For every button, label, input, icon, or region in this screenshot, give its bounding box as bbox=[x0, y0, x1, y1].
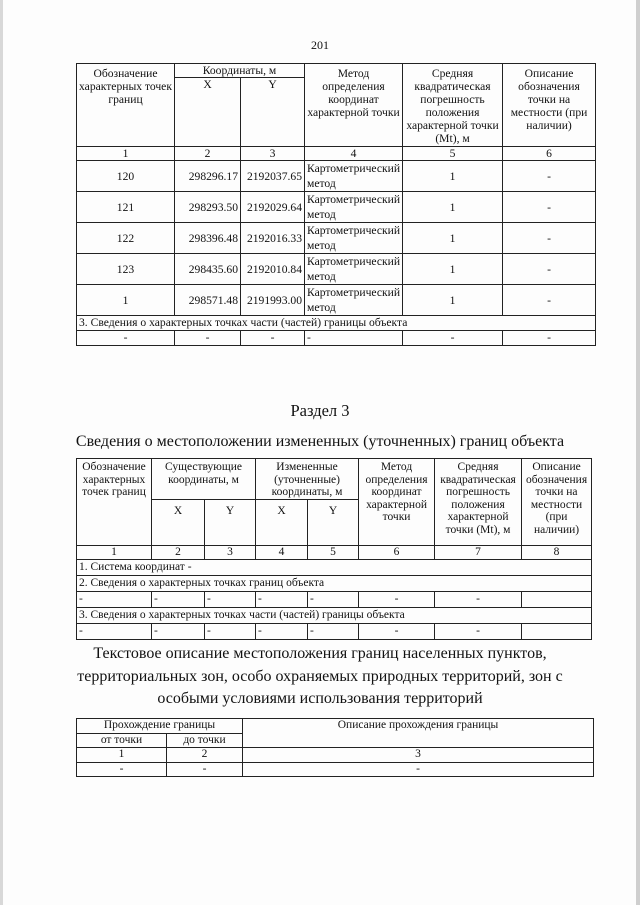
dash-cell: - bbox=[77, 592, 152, 608]
table-row bbox=[77, 223, 596, 254]
dash-cell: - bbox=[359, 624, 435, 640]
column-number: 5 bbox=[403, 147, 503, 161]
header-designation: Обозначение характерных точек границ bbox=[77, 459, 152, 546]
coord-x: 298296.17 bbox=[175, 161, 241, 192]
coordinate-system-label: 1. Система координат - bbox=[77, 560, 592, 576]
dash-cell: - bbox=[241, 331, 305, 346]
dash-cell: - bbox=[167, 762, 243, 777]
dash-cell: - bbox=[503, 331, 596, 346]
coordinates-table bbox=[76, 63, 596, 346]
column-number: 2 bbox=[175, 147, 241, 161]
page-number: 201 bbox=[311, 38, 329, 52]
table-row bbox=[77, 285, 596, 316]
table-row bbox=[77, 331, 596, 346]
header-error: Средняя квадратическая погрешность положения характерной точки (Mt), м bbox=[435, 459, 522, 546]
column-numbers-row bbox=[77, 546, 592, 560]
header-from-point: от точки bbox=[77, 733, 167, 748]
method: Картометрический метод bbox=[305, 192, 403, 223]
header-y: Y bbox=[205, 500, 256, 546]
dash-cell bbox=[522, 624, 592, 640]
header-changed-coordinates: Измененные (уточненные) координаты, м bbox=[256, 459, 359, 500]
description: - bbox=[503, 285, 596, 316]
section-title: Раздел 3 bbox=[290, 401, 350, 420]
method: Картометрический метод bbox=[305, 161, 403, 192]
section-row bbox=[77, 316, 596, 331]
table-row bbox=[77, 254, 596, 285]
column-number: 3 bbox=[241, 147, 305, 161]
column-numbers-row bbox=[77, 147, 596, 161]
header-x: X bbox=[152, 500, 205, 546]
method: Картометрический метод bbox=[305, 254, 403, 285]
points-section-label: 2. Сведения о характерных точках границ объекта bbox=[77, 576, 592, 592]
header-description: Описание обозначения точки на местности (при наличии) bbox=[522, 459, 592, 546]
point-id: 120 bbox=[77, 161, 175, 192]
section-row bbox=[77, 608, 592, 624]
error: 1 bbox=[403, 223, 503, 254]
method: Картометрический метод bbox=[305, 285, 403, 316]
error: 1 bbox=[403, 285, 503, 316]
error: 1 bbox=[403, 161, 503, 192]
point-id: 122 bbox=[77, 223, 175, 254]
error: 1 bbox=[403, 254, 503, 285]
header-error: Средняя квадратическая погрешность положения характерной точки (Mt), м bbox=[403, 64, 503, 147]
method: Картометрический метод bbox=[305, 223, 403, 254]
coord-y: 2191993.00 bbox=[241, 285, 305, 316]
error: 1 bbox=[403, 192, 503, 223]
dash-cell: - bbox=[435, 592, 522, 608]
column-number: 3 bbox=[243, 748, 594, 763]
point-id: 1 bbox=[77, 285, 175, 316]
column-number: 7 bbox=[435, 546, 522, 560]
header-method: Метод определения координат характерной точки bbox=[305, 64, 403, 147]
table-header-row bbox=[77, 719, 594, 734]
dash-cell: - bbox=[359, 592, 435, 608]
column-number: 1 bbox=[77, 748, 167, 763]
changed-boundaries-table bbox=[76, 458, 592, 640]
description: - bbox=[503, 161, 596, 192]
column-number: 2 bbox=[152, 546, 205, 560]
description: - bbox=[503, 192, 596, 223]
coord-x: 298396.48 bbox=[175, 223, 241, 254]
coord-y: 2192029.64 bbox=[241, 192, 305, 223]
dash-cell: - bbox=[175, 331, 241, 346]
table-row bbox=[77, 192, 596, 223]
dash-cell: - bbox=[205, 592, 256, 608]
column-number: 1 bbox=[77, 147, 175, 161]
table-row bbox=[77, 624, 592, 640]
scan-edge-left bbox=[0, 0, 3, 905]
dash-cell: - bbox=[77, 762, 167, 777]
dash-cell bbox=[522, 592, 592, 608]
column-number: 2 bbox=[167, 748, 243, 763]
column-number: 3 bbox=[205, 546, 256, 560]
dash-cell: - bbox=[256, 592, 308, 608]
header-designation: Обозначение характерных точек границ bbox=[77, 64, 175, 147]
coord-x: 298293.50 bbox=[175, 192, 241, 223]
column-number: 6 bbox=[503, 147, 596, 161]
header-passage-description: Описание прохождения границы bbox=[243, 719, 594, 748]
header-y: Y bbox=[241, 78, 305, 147]
dash-cell: - bbox=[308, 592, 359, 608]
description: - bbox=[503, 223, 596, 254]
table-row bbox=[77, 592, 592, 608]
header-x: X bbox=[256, 500, 308, 546]
header-method: Метод определения координат характерной точки bbox=[359, 459, 435, 546]
header-passage: Прохождение границы bbox=[77, 719, 243, 734]
header-existing-coordinates: Существующие координаты, м bbox=[152, 459, 256, 500]
part-section-label: 3. Сведения о характерных точках части (частей) границы объекта bbox=[77, 608, 592, 624]
dash-cell: - bbox=[205, 624, 256, 640]
coord-y: 2192016.33 bbox=[241, 223, 305, 254]
section-subtitle: Сведения о местоположении измененных (уточненных) границ объекта bbox=[75, 433, 565, 450]
boundary-passage-table bbox=[76, 718, 594, 777]
dash-cell: - bbox=[152, 624, 205, 640]
point-id: 121 bbox=[77, 192, 175, 223]
dash-cell: - bbox=[243, 762, 594, 777]
dash-cell: - bbox=[77, 331, 175, 346]
table-header-row bbox=[77, 459, 592, 500]
coord-x: 298435.60 bbox=[175, 254, 241, 285]
point-id: 123 bbox=[77, 254, 175, 285]
column-number: 4 bbox=[256, 546, 308, 560]
header-to-point: до точки bbox=[167, 733, 243, 748]
coord-y: 2192037.65 bbox=[241, 161, 305, 192]
coord-x: 298571.48 bbox=[175, 285, 241, 316]
dash-cell: - bbox=[77, 624, 152, 640]
dash-cell: - bbox=[305, 331, 403, 346]
column-number: 6 bbox=[359, 546, 435, 560]
header-coordinates: Координаты, м bbox=[175, 64, 305, 78]
table-header-row bbox=[77, 64, 596, 78]
text-description-heading: Текстовое описание местоположения границ населенных пунктов, территориальных зон, особо охраняемых природных территорий, зон с особыми условиями использования территорий bbox=[77, 645, 563, 707]
header-description: Описание обозначения точки на местности (при наличии) bbox=[503, 64, 596, 147]
section-row bbox=[77, 576, 592, 592]
dash-cell: - bbox=[403, 331, 503, 346]
coord-y: 2192010.84 bbox=[241, 254, 305, 285]
column-number: 1 bbox=[77, 546, 152, 560]
header-x: X bbox=[175, 78, 241, 147]
dash-cell: - bbox=[152, 592, 205, 608]
table-row bbox=[77, 762, 594, 777]
part-section-label: 3. Сведения о характерных точках части (частей) границы объекта bbox=[77, 316, 596, 331]
dash-cell: - bbox=[256, 624, 308, 640]
column-numbers-row bbox=[77, 748, 594, 763]
dash-cell: - bbox=[435, 624, 522, 640]
section-row bbox=[77, 560, 592, 576]
column-number: 4 bbox=[305, 147, 403, 161]
column-number: 8 bbox=[522, 546, 592, 560]
header-y: Y bbox=[308, 500, 359, 546]
table-row bbox=[77, 161, 596, 192]
column-number: 5 bbox=[308, 546, 359, 560]
scan-edge-right bbox=[636, 0, 640, 905]
description: - bbox=[503, 254, 596, 285]
dash-cell: - bbox=[308, 624, 359, 640]
